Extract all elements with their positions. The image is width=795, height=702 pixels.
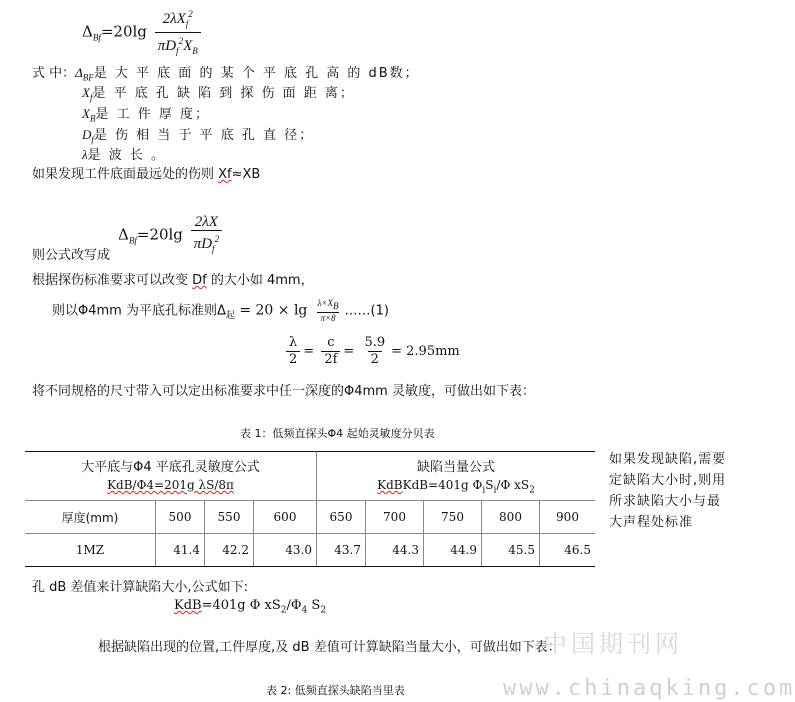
formula-4: $\frac{\lambda}{2}$ = $\frac{c}{2f}$ = $\frac{5.9}{2}$ = 2.95mm bbox=[283, 335, 460, 368]
table-cell: 44.9 bbox=[424, 534, 482, 567]
formula-3: 则以Φ4mm 为平底孔标准则$\Delta_起 = 20 \times \lg$ $\frac{\lambda\times X_B}{\pi\times 8}$ ……(1) bbox=[52, 298, 389, 323]
legend-line-2: $X_f$是 平 底 孔 缺 陷 到 探 伤 面 距 离； bbox=[82, 85, 355, 103]
table-header-row bbox=[25, 452, 595, 479]
legend-line-4: $D_f$是 伤 相 当 于 平 底 孔 直 径； bbox=[82, 127, 315, 145]
paragraph-standard: 根据探伤标准要求可以改变 Df 的大小如 4mm， bbox=[32, 273, 314, 288]
table-cell: 650 bbox=[317, 501, 366, 534]
table-cell: 46.5 bbox=[540, 534, 596, 567]
watermark-cn: 中国期刊网 bbox=[543, 630, 683, 658]
table-cell: 42.2 bbox=[205, 534, 254, 567]
table-cell: 800 bbox=[482, 501, 540, 534]
legend-line-1: 式 中：$\Delta_{BF}$是 大 平 底 面 的 某 个 平 底 孔 高 的 dB数； bbox=[32, 65, 420, 83]
table2-title: 表 2: 低频直探头缺陷当里表 bbox=[266, 684, 405, 697]
table-left-formula: KdB/Φ4=201g λS/8π bbox=[25, 478, 317, 501]
paragraph-db-diff: 孔 dB 差值来计算缺陷大小,公式如下: bbox=[32, 580, 248, 595]
table-1 bbox=[25, 451, 595, 567]
formula-5: KdB=401g Φ $xS_2/\Phi_4$ $S_2$ bbox=[174, 598, 327, 616]
table-row-thickness bbox=[25, 501, 595, 534]
table-cell: 550 bbox=[205, 501, 254, 534]
table-row-label-thickness: 厚度(mm) bbox=[25, 501, 156, 534]
table-row-label-1mz: 1MZ bbox=[25, 534, 156, 567]
paragraph-far-defect: 如果发现工件底面最远处的伤则 Xf≈XB bbox=[32, 167, 261, 182]
table-cell: 44.3 bbox=[366, 534, 424, 567]
paragraph-table-intro: 将不同规格的尺寸带入可以定出标准要求中任一深度的Φ4mm 灵敏度，可做出如下表： bbox=[32, 384, 535, 399]
paragraph-rewrite: 则公式改写成 bbox=[32, 248, 111, 263]
table-row-1mz bbox=[25, 534, 595, 567]
formula-2: $\Delta_{Bf}=20\lg$ $\frac{2\lambda X}{\pi D_f^2}$ bbox=[118, 214, 225, 257]
side-paragraph: 如果发现缺陷,需要定缺陷大小时,则用所求缺陷大小与最大声程处标准 bbox=[609, 452, 727, 530]
legend-line-3: $X_B$是 工 件 厚 度； bbox=[82, 106, 210, 124]
table-cell: 700 bbox=[366, 501, 424, 534]
table-cell: 43.0 bbox=[254, 534, 317, 567]
table1-title: 表 1：低频直探头Φ4 起始灵敏度分贝表 bbox=[240, 427, 435, 440]
table-cell: 45.5 bbox=[482, 534, 540, 567]
table-right-header: 缺陷当量公式 bbox=[317, 452, 596, 479]
table-cell: 750 bbox=[424, 501, 482, 534]
paragraph-table2-intro: 根据缺陷出现的位置,工件厚度,及 dB 差值可计算缺陷当量大小，可做出如下表： bbox=[98, 640, 561, 655]
table-cell: 41.4 bbox=[156, 534, 205, 567]
table-right-formula: KdBKdB=401g $\Phi_iS_i/\Phi$ $xS_2$ bbox=[377, 478, 535, 496]
table-left-header: 大平底与Φ4 平底孔灵敏度公式 bbox=[25, 452, 317, 479]
table-cell: 600 bbox=[254, 501, 317, 534]
table-cell: 900 bbox=[540, 501, 596, 534]
legend-line-5: λ是 波 长 。 bbox=[82, 147, 167, 163]
table-cell: 500 bbox=[156, 501, 205, 534]
table-cell: 43.7 bbox=[317, 534, 366, 567]
watermark-url: www.chinaqking.com bbox=[503, 676, 795, 701]
formula-1: $\Delta_{Bf}=20\lg$ $\frac{2\lambda X_f^2}{\pi D_f^2X_B}$ bbox=[82, 6, 204, 59]
table-formula-row bbox=[25, 478, 595, 501]
